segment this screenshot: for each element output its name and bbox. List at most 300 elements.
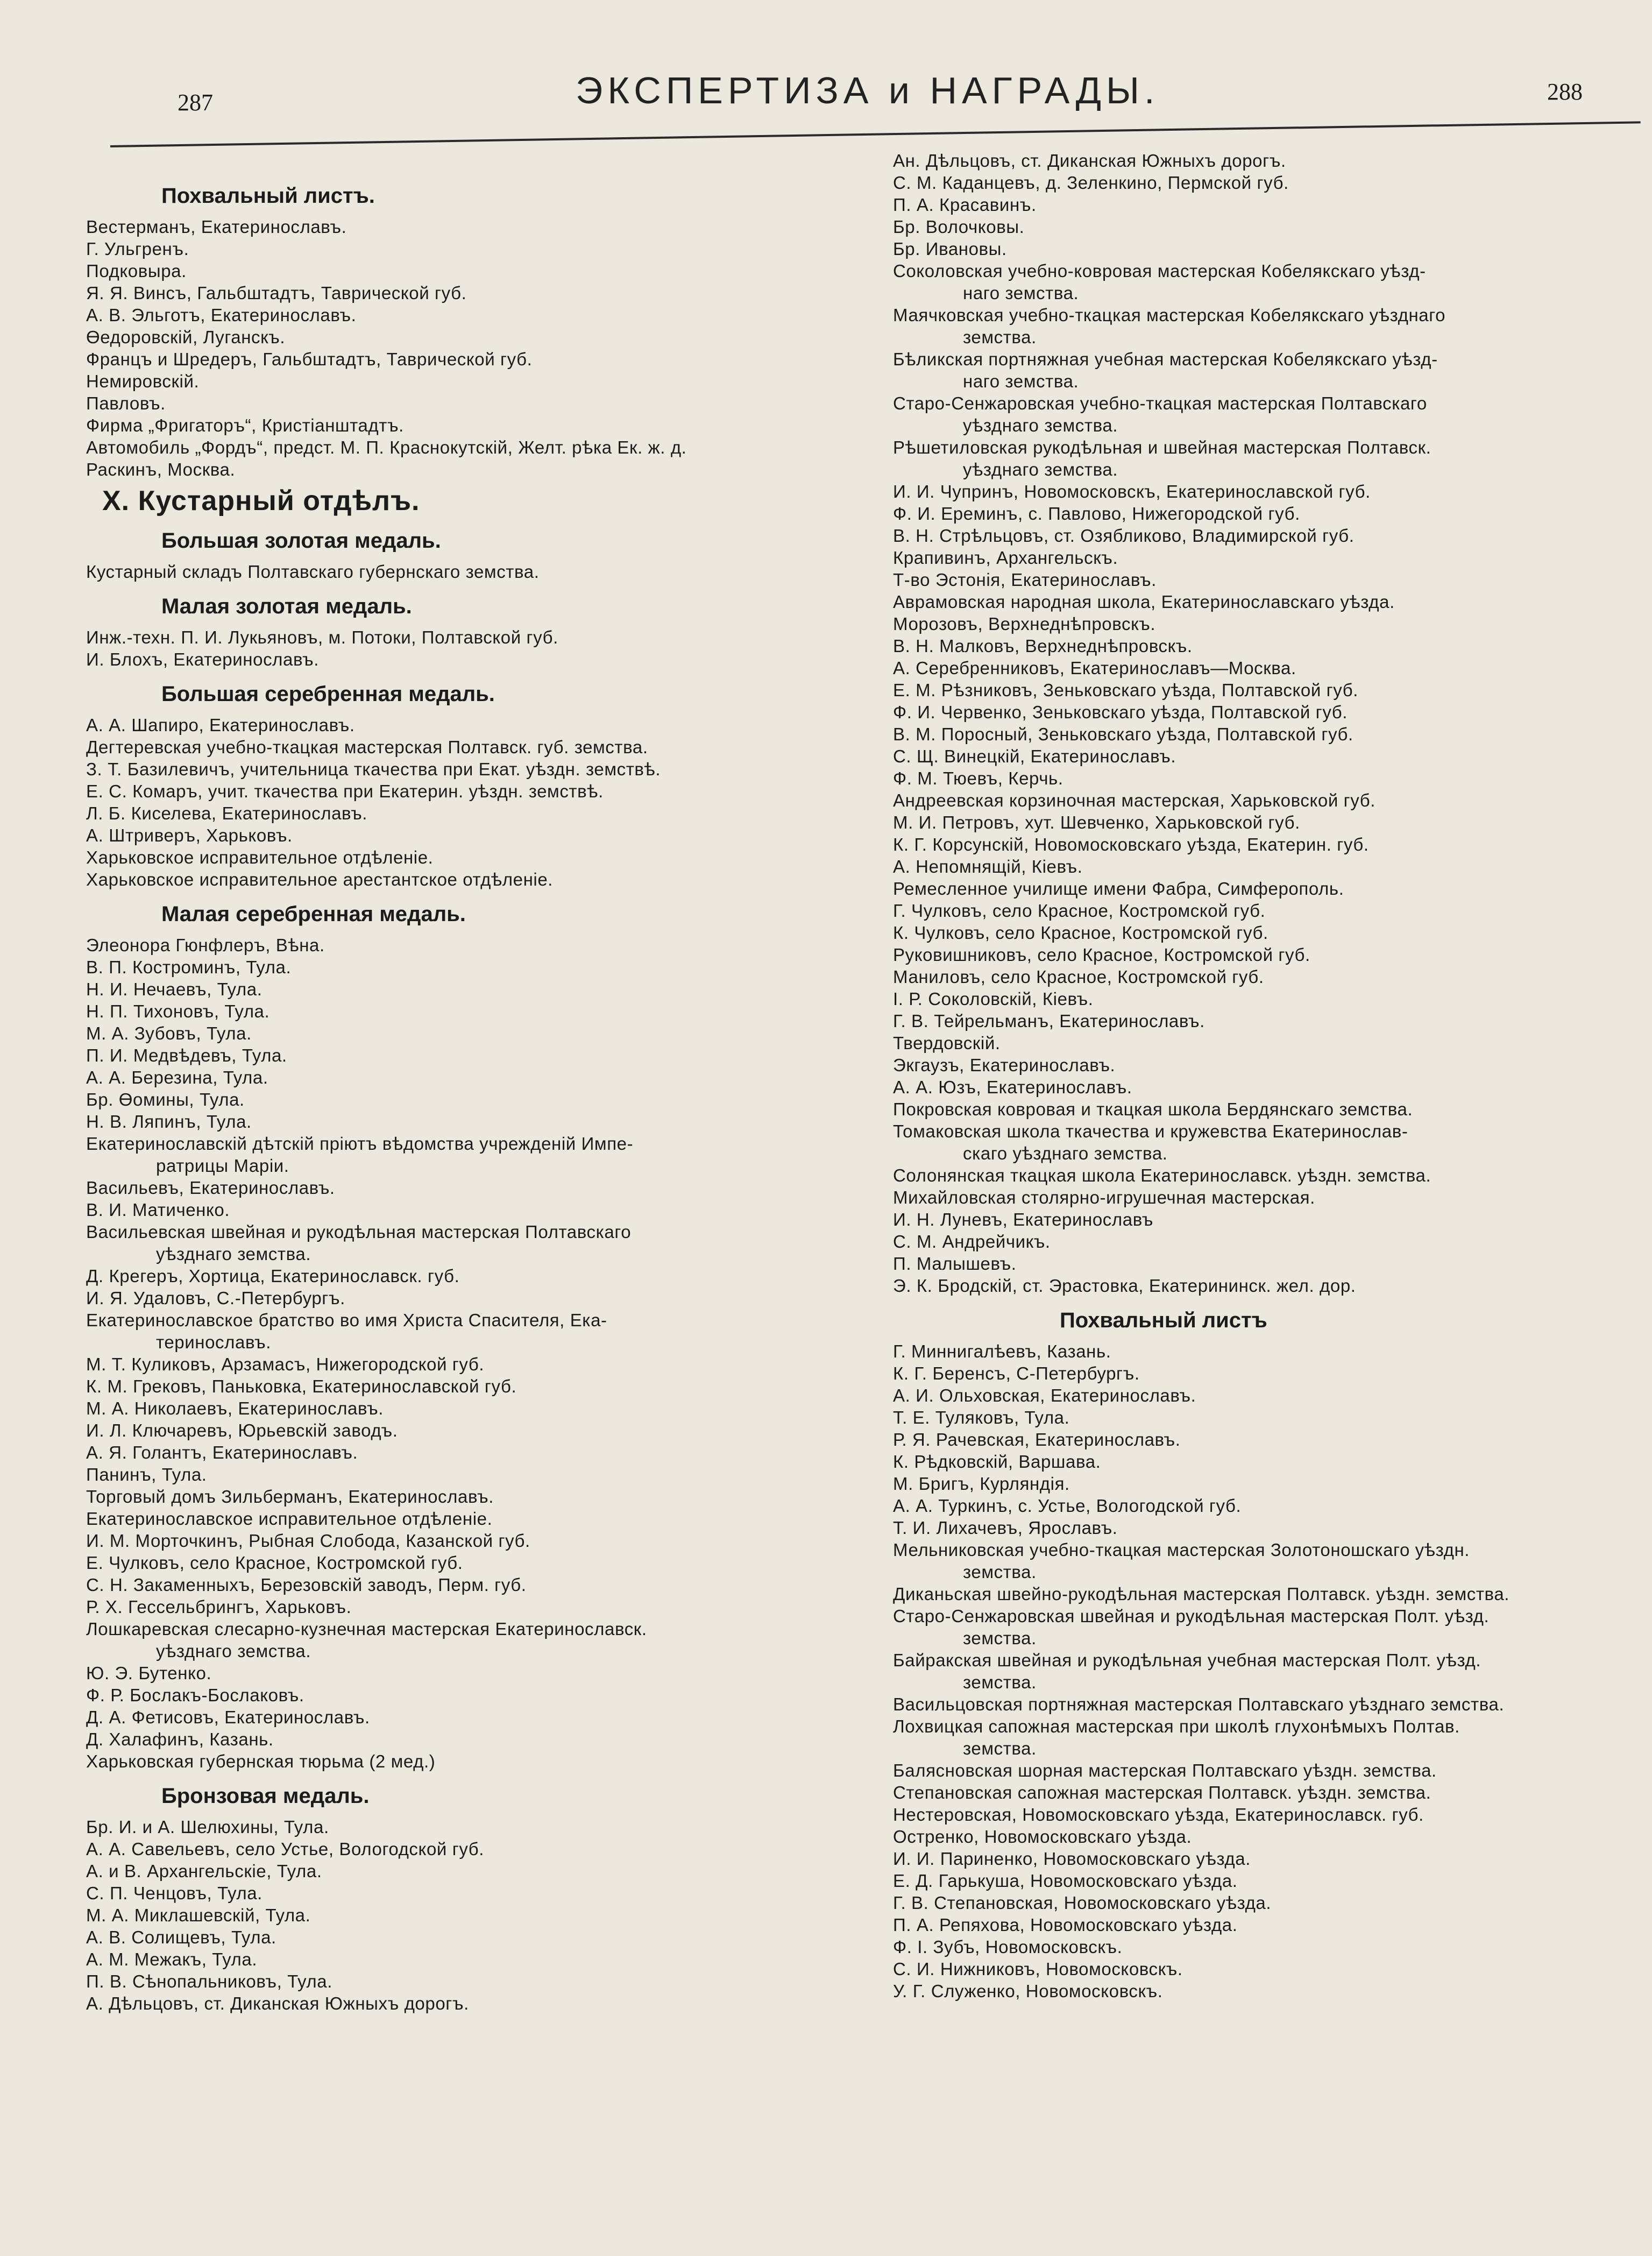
entry-text: Л. Б. Киселева, Екатеринославъ.	[86, 803, 368, 823]
award-entry	[86, 1684, 866, 1706]
entry-text: М. А. Миклашевскій, Тула.	[86, 1905, 311, 1925]
award-entry	[86, 370, 866, 392]
award-entry	[86, 561, 866, 583]
award-entry	[893, 1517, 1608, 1539]
entry-text: Е. Чулковъ, село Красное, Костромской губ.	[86, 1553, 463, 1573]
award-entry	[893, 1384, 1608, 1406]
award-entry	[86, 1706, 866, 1728]
entry-text: Немировскій.	[86, 371, 200, 391]
award-entry	[86, 436, 866, 458]
entry-text: Байракская швейная и рукодѣльная учебная мастерская Полт. уѣзд.	[893, 1650, 1481, 1670]
award-entry	[86, 1221, 866, 1265]
entry-text: Т. Е. Туляковъ, Тула.	[893, 1408, 1070, 1427]
entry-text: Павловъ.	[86, 393, 166, 413]
entry-text: Р. Я. Рачевская, Екатеринославъ.	[893, 1430, 1181, 1449]
entry-text: Вестерманъ, Екатеринославъ.	[86, 217, 347, 237]
award-entry	[86, 1287, 866, 1309]
award-entry	[86, 1177, 866, 1199]
entry-text: Васильевская швейная и рукодѣльная мастерская Полтавскаго	[86, 1222, 632, 1242]
entry-text: Балясновская шорная мастерская Полтавскаго уѣздн. земства.	[893, 1760, 1437, 1780]
entry-text: Екатеринославское исправительное отдѣленіе.	[86, 1509, 493, 1529]
award-heading: Бронзовая медаль.	[161, 1784, 370, 1808]
entry-text: Францъ и Шредеръ, Гальбштадтъ, Таврической губ.	[86, 349, 533, 369]
award-entry	[893, 1076, 1608, 1098]
award-entry	[86, 648, 866, 670]
entry-text: М. А. Николаевъ, Екатеринославъ.	[86, 1398, 384, 1418]
entry-text: Михайловская столярно-игрушечная мастерская.	[893, 1187, 1315, 1207]
award-entry	[86, 824, 866, 846]
entry-text: К. Рѣдковскій, Варшава.	[893, 1452, 1101, 1472]
entry-text: Г. В. Степановская, Новомосковскаго уѣзда.	[893, 1893, 1272, 1913]
award-entry	[86, 1882, 866, 1904]
award-entry	[893, 1826, 1608, 1848]
award-heading: Похвальный листъ.	[161, 184, 375, 208]
award-entry	[86, 282, 866, 304]
entry-text: Рѣшетиловская рукодѣльная и швейная мастерская Полтавск.	[893, 437, 1431, 457]
award-entry	[893, 304, 1608, 348]
award-entry	[86, 1728, 866, 1750]
entry-text: А. и В. Архангельскіе, Тула.	[86, 1861, 322, 1881]
entry-text: Кустарный складъ Полтавскаго губернскаго земства.	[86, 562, 540, 582]
entry-text: А. М. Межакъ, Тула.	[86, 1949, 258, 1969]
entry-text: Бѣликская портняжная учебная мастерская Кобелякскаго уѣзд-	[893, 349, 1438, 369]
award-entry	[86, 1419, 866, 1441]
entry-continuation: наго земства.	[963, 283, 1079, 303]
award-heading: Похвальный листъ	[1060, 1309, 1267, 1332]
entry-text: С. П. Ченцовъ, Тула.	[86, 1883, 263, 1903]
award-entry	[893, 745, 1608, 767]
entry-text: Т. И. Лихачевъ, Ярославъ.	[893, 1518, 1118, 1538]
entry-text: Г. Чулковъ, село Красное, Костромской губ.	[893, 901, 1266, 921]
award-entry	[86, 1111, 866, 1133]
award-entry	[86, 1926, 866, 1948]
award-entry	[893, 1848, 1608, 1870]
award-entry	[86, 260, 866, 282]
award-heading: Малая серебренная медаль.	[161, 902, 466, 926]
award-entry	[893, 1781, 1608, 1804]
entry-text: Торговый домъ Зильберманъ, Екатеринославъ.	[86, 1487, 494, 1507]
award-entry	[893, 988, 1608, 1010]
entry-text: Д. А. Фетисовъ, Екатеринославъ.	[86, 1707, 370, 1727]
award-entry	[893, 238, 1608, 260]
award-entry	[86, 1838, 866, 1860]
award-entry	[893, 150, 1608, 172]
award-entry	[893, 436, 1608, 480]
entry-text: У. Г. Служенко, Новомосковскъ.	[893, 1981, 1163, 2001]
section-heading: X. Кустарный отдѣлъ.	[102, 485, 420, 517]
entry-text: П. В. Сѣнопальниковъ, Тула.	[86, 1971, 332, 1991]
entry-text: Нестеровская, Новомосковскаго уѣзда, Екатеринославск. губ.	[893, 1805, 1424, 1824]
entry-text: Покровская ковровая и ткацкая школа Бердянскаго земства.	[893, 1099, 1413, 1119]
entry-text: А. А. Савельевъ, село Устье, Вологодской губ.	[86, 1839, 485, 1859]
entry-text: Соколовская учебно-ковровая мастерская Кобелякскаго уѣзд-	[893, 261, 1426, 281]
entry-text: Панинъ, Тула.	[86, 1465, 207, 1484]
award-entry	[893, 1253, 1608, 1275]
entry-text: В. М. Поросный, Зеньковскаго уѣзда, Полтавской губ.	[893, 724, 1353, 744]
entry-text: Инж.-техн. П. И. Лукьяновъ, м. Потоки, Полтавской губ.	[86, 627, 558, 647]
header-rule	[110, 121, 1641, 147]
award-entry	[893, 1892, 1608, 1914]
entry-continuation: наго земства.	[963, 371, 1079, 391]
entry-continuation: скаго уѣзднаго земства.	[963, 1143, 1168, 1163]
award-entry	[86, 1508, 866, 1530]
award-entry	[893, 1605, 1608, 1649]
award-entry	[893, 569, 1608, 591]
entry-text: Харьковская губернская тюрьма (2 мед.)	[86, 1751, 436, 1771]
award-entry	[893, 613, 1608, 635]
award-entry	[86, 1750, 866, 1772]
entry-text: М. А. Зубовъ, Тула.	[86, 1023, 252, 1043]
award-entry	[893, 1693, 1608, 1715]
entry-text: В. Н. Стрѣльцовъ, ст. Озябликово, Владимирской губ.	[893, 526, 1355, 546]
award-entry	[86, 1133, 866, 1177]
award-entry	[86, 414, 866, 436]
entry-text: Автомобиль „Фордъ“, предст. М. П. Краснокутскій, Желт. рѣка Ек. ж. д.	[86, 437, 687, 457]
award-entry	[86, 1618, 866, 1662]
entry-text: Д. Крегеръ, Хортица, Екатеринославск. губ.	[86, 1266, 460, 1286]
award-entry	[86, 1000, 866, 1022]
award-entry	[893, 480, 1608, 503]
entry-text: И. И. Париненко, Новомосковскаго уѣзда.	[893, 1849, 1251, 1869]
entry-text: А. В. Эльготъ, Екатеринославъ.	[86, 305, 357, 325]
award-entry	[86, 1574, 866, 1596]
award-entry	[893, 348, 1608, 392]
entry-continuation: уѣзднаго земства.	[963, 415, 1118, 435]
entry-continuation: земства.	[963, 1672, 1037, 1692]
award-heading: Большая серебренная медаль.	[161, 682, 495, 706]
award-entry	[893, 1804, 1608, 1826]
entry-text: В. Н. Малковъ, Верхнеднѣпровскъ.	[893, 636, 1193, 656]
entry-text: Екатеринославскій дѣтскій пріютъ вѣдомства учрежденій Импе-	[86, 1134, 634, 1154]
award-entry	[86, 392, 866, 414]
award-entry	[893, 1958, 1608, 1980]
award-entry	[86, 1397, 866, 1419]
entry-text: Васильевъ, Екатеринославъ.	[86, 1178, 335, 1198]
award-entry	[86, 1992, 866, 2014]
award-entry	[86, 1552, 866, 1574]
award-entry	[893, 1010, 1608, 1032]
award-entry	[893, 503, 1608, 525]
award-entry	[893, 1164, 1608, 1186]
award-entry	[86, 736, 866, 758]
entry-text: Морозовъ, Верхнеднѣпровскъ.	[893, 614, 1156, 634]
award-entry	[893, 1980, 1608, 2002]
award-entry	[893, 922, 1608, 944]
award-entry	[893, 900, 1608, 922]
award-entry	[893, 392, 1608, 436]
entry-text: В. И. Матиченко.	[86, 1200, 230, 1220]
entry-text: Ф. М. Тюевъ, Керчь.	[893, 768, 1063, 788]
entry-text: Солонянская ткацкая школа Екатеринославск. уѣздн. земства.	[893, 1165, 1431, 1185]
entry-text: Ф. Р. Бослакъ-Бослаковъ.	[86, 1685, 304, 1705]
award-entry	[893, 878, 1608, 900]
entry-text: Маниловъ, село Красное, Костромской губ.	[893, 967, 1264, 987]
award-entry	[893, 944, 1608, 966]
entry-text: Андреевская корзиночная мастерская, Харьковской губ.	[893, 790, 1376, 810]
entry-text: Раскинъ, Москва.	[86, 459, 236, 479]
entry-text: Екатеринославское братство во имя Христа Спасителя, Ека-	[86, 1310, 607, 1330]
entry-text: И. Л. Ключаревъ, Юрьевскій заводъ.	[86, 1420, 398, 1440]
award-entry	[86, 216, 866, 238]
entry-text: И. Н. Луневъ, Екатеринославъ	[893, 1210, 1153, 1229]
entry-text: Я. Я. Винсъ, Гальбштадтъ, Таврической губ.	[86, 283, 467, 303]
entry-text: Өедоровскій, Луганскъ.	[86, 327, 286, 347]
award-entry	[893, 1715, 1608, 1759]
entry-text: М. Бригъ, Курляндія.	[893, 1474, 1070, 1494]
entry-text: Бр. Өомины, Тула.	[86, 1090, 245, 1109]
entry-continuation: земства.	[963, 327, 1037, 347]
entry-text: К. М. Грековъ, Паньковка, Екатеринославской губ.	[86, 1376, 517, 1396]
award-entry	[893, 591, 1608, 613]
entry-text: Мельниковская учебно-ткацкая мастерская Золотоношскаго уѣздн.	[893, 1540, 1470, 1560]
award-entry	[893, 1473, 1608, 1495]
award-entry	[893, 657, 1608, 679]
award-entry	[86, 1044, 866, 1066]
entry-text: Н. И. Нечаевъ, Тула.	[86, 979, 263, 999]
entry-text: Экгаузъ, Екатеринославъ.	[893, 1055, 1116, 1075]
award-entry	[893, 635, 1608, 657]
award-entry	[86, 1309, 866, 1353]
award-entry	[893, 1208, 1608, 1230]
award-entry	[86, 1530, 866, 1552]
award-entry	[893, 1340, 1608, 1362]
award-entry	[86, 934, 866, 956]
page-number-right: 288	[1547, 79, 1583, 105]
entry-text: К. Г. Беренсъ, С-Петербургъ.	[893, 1363, 1140, 1383]
entry-text: Д. Халафинъ, Казань.	[86, 1729, 274, 1749]
award-entry	[893, 1759, 1608, 1781]
award-entry	[893, 1054, 1608, 1076]
award-entry	[893, 172, 1608, 194]
entry-text: Ф. И. Ереминъ, с. Павлово, Нижегородской губ.	[893, 504, 1300, 524]
award-entry	[86, 1970, 866, 1992]
entry-text: Ф. І. Зубъ, Новомосковскъ.	[893, 1937, 1123, 1957]
entry-text: Ан. Дѣльцовъ, ст. Диканская Южныхъ дорогъ.	[893, 151, 1286, 171]
entry-text: Твердовскій.	[893, 1033, 1001, 1053]
award-entry	[86, 348, 866, 370]
award-entry	[893, 679, 1608, 701]
award-entry	[893, 811, 1608, 833]
entry-text: Васильцовская портняжная мастерская Полтавскаго уѣзднаго земства.	[893, 1694, 1505, 1714]
entry-text: Крапивинъ, Архангельскъ.	[893, 548, 1118, 568]
award-entry	[86, 978, 866, 1000]
entry-text: А. А. Юзъ, Екатеринославъ.	[893, 1077, 1132, 1097]
award-entry	[86, 714, 866, 736]
page-number-left: 287	[178, 89, 213, 116]
award-entry	[893, 216, 1608, 238]
award-entry	[893, 547, 1608, 569]
entry-continuation: уѣзднаго земства.	[963, 459, 1118, 479]
entry-text: Э. К. Бродскій, ст. Эрастовка, Екатерининск. жел. дор.	[893, 1276, 1356, 1296]
award-entry	[893, 1914, 1608, 1936]
award-entry	[86, 1199, 866, 1221]
entry-continuation: земства.	[963, 1738, 1037, 1758]
award-entry	[86, 1948, 866, 1970]
award-entry	[86, 1816, 866, 1838]
entry-text: Подковыра.	[86, 261, 187, 281]
award-heading: Малая золотая медаль.	[161, 595, 412, 618]
entry-text: И. Блохъ, Екатеринославъ.	[86, 649, 320, 669]
entry-text: К. Чулковъ, село Красное, Костромской губ.	[893, 923, 1268, 943]
entry-text: Г. Ульгренъ.	[86, 239, 189, 259]
award-entry	[893, 1428, 1608, 1451]
entry-text: Старо-Сенжаровская швейная и рукодѣльная мастерская Полт. уѣзд.	[893, 1606, 1490, 1626]
award-entry	[86, 1904, 866, 1926]
award-entry	[86, 802, 866, 824]
entry-text: Р. Х. Гессельбрингъ, Харьковъ.	[86, 1597, 352, 1617]
award-entry	[893, 1230, 1608, 1253]
award-entry	[86, 326, 866, 348]
award-entry	[86, 1463, 866, 1486]
award-entry	[86, 1066, 866, 1088]
entry-text: А. Серебренниковъ, Екатеринославъ—Москва.	[893, 658, 1296, 678]
entry-text: Фирма „Фригаторъ“, Кристіанштадтъ.	[86, 415, 404, 435]
award-entry	[86, 1441, 866, 1463]
entry-continuation: земства.	[963, 1628, 1037, 1648]
entry-text: А. Дѣльцовъ, ст. Диканская Южныхъ дорогъ.	[86, 1993, 469, 2013]
entry-text: Руковишниковъ, село Красное, Костромской губ.	[893, 945, 1310, 965]
award-entry	[893, 1275, 1608, 1297]
running-title: ЭКСПЕРТИЗА и НАГРАДЫ.	[576, 69, 1160, 111]
entry-continuation: уѣзднаго земства.	[156, 1244, 311, 1264]
entry-text: М. И. Петровъ, хут. Шевченко, Харьковской губ.	[893, 812, 1300, 832]
entry-text: Харьковское исправительное отдѣленіе.	[86, 847, 434, 867]
award-entry	[86, 1486, 866, 1508]
award-entry	[86, 780, 866, 802]
entry-text: И. Я. Удаловъ, С.-Петербургъ.	[86, 1288, 345, 1308]
entry-text: Харьковское исправительное арестантское отдѣленіе.	[86, 869, 554, 889]
entry-text: И. И. Чупринъ, Новомосковскъ, Екатеринославской губ.	[893, 482, 1371, 501]
entry-text: Бр. И. и А. Шелюхины, Тула.	[86, 1817, 329, 1837]
award-entry	[893, 1120, 1608, 1164]
award-entry	[86, 238, 866, 260]
entry-text: Томаковская школа ткачества и кружевства Екатеринослав-	[893, 1121, 1408, 1141]
entry-text: А. Непомнящій, Кіевъ.	[893, 857, 1083, 876]
entry-text: Г. В. Тейрельманъ, Екатеринославъ.	[893, 1011, 1205, 1031]
award-entry	[893, 1098, 1608, 1120]
award-entry	[86, 758, 866, 780]
award-entry	[86, 1662, 866, 1684]
entry-text: С. Щ. Винецкій, Екатеринославъ.	[893, 746, 1176, 766]
award-entry	[893, 525, 1608, 547]
entry-text: Ю. Э. Бутенко.	[86, 1663, 212, 1683]
entry-text: Маячковская учебно-ткацкая мастерская Кобелякскаго уѣзднаго	[893, 305, 1446, 325]
entry-text: В. П. Костроминъ, Тула.	[86, 957, 292, 977]
award-heading: Большая золотая медаль.	[161, 529, 441, 553]
award-entry	[893, 966, 1608, 988]
award-entry	[893, 855, 1608, 878]
entry-text: П. А. Красавинъ.	[893, 195, 1037, 215]
award-entry	[86, 1088, 866, 1111]
entry-text: И. М. Морточкинъ, Рыбная Слобода, Казанской губ.	[86, 1531, 530, 1551]
entry-text: Дегтеревская учебно-ткацкая мастерская Полтавск. губ. земства.	[86, 737, 648, 757]
award-entry	[893, 1186, 1608, 1208]
entry-continuation: уѣзднаго земства.	[156, 1641, 311, 1661]
entry-text: Степановская сапожная мастерская Полтавск. уѣздн. земства.	[893, 1783, 1431, 1802]
award-entry	[86, 458, 866, 480]
award-entry	[893, 1451, 1608, 1473]
entry-text: А. Я. Голантъ, Екатеринославъ.	[86, 1442, 358, 1462]
award-entry	[893, 1870, 1608, 1892]
entry-text: С. И. Нижниковъ, Новомосковскъ.	[893, 1959, 1183, 1979]
entry-continuation: ратрицы Маріи.	[156, 1156, 289, 1176]
award-entry	[893, 833, 1608, 855]
entry-text: Лошкаревская слесарно-кузнечная мастерская Екатеринославск.	[86, 1619, 647, 1639]
entry-text: Е. С. Комаръ, учит. ткачества при Екатерин. уѣздн. земствѣ.	[86, 781, 604, 801]
award-entry	[86, 304, 866, 326]
entry-text: Элеонора Гюнфлеръ, Вѣна.	[86, 935, 325, 955]
award-entry	[86, 1596, 866, 1618]
entry-text: Е. М. Рѣзниковъ, Зеньковскаго уѣзда, Полтавской губ.	[893, 680, 1358, 700]
award-entry	[893, 1495, 1608, 1517]
entry-text: С. М. Андрейчикъ.	[893, 1232, 1051, 1251]
award-entry	[893, 1032, 1608, 1054]
entry-text: А. Штриверъ, Харьковъ.	[86, 825, 293, 845]
entry-text: А. А. Березина, Тула.	[86, 1067, 268, 1087]
entry-text: С. М. Каданцевъ, д. Зеленкино, Пермской губ.	[893, 173, 1289, 193]
entry-text: П. Малышевъ.	[893, 1254, 1017, 1274]
award-entry	[86, 1353, 866, 1375]
entry-text: К. Г. Корсунскій, Новомосковскаго уѣзда, Екатерин. губ.	[893, 834, 1369, 854]
award-entry	[893, 1583, 1608, 1605]
entry-text: Бр. Ивановы.	[893, 239, 1007, 259]
entry-text: Остренко, Новомосковскаго уѣзда.	[893, 1827, 1192, 1847]
award-entry	[893, 723, 1608, 745]
award-entry	[893, 194, 1608, 216]
left-column	[86, 172, 866, 2014]
entry-text: Лохвицкая сапожная мастерская при школѣ глухонѣмыхъ Полтав.	[893, 1716, 1460, 1736]
entry-text: Аврамовская народная школа, Екатеринославскаго уѣзда.	[893, 592, 1395, 612]
award-entry	[86, 1375, 866, 1397]
award-entry	[86, 626, 866, 648]
award-entry	[86, 1265, 866, 1287]
award-entry	[893, 1649, 1608, 1693]
award-entry	[893, 260, 1608, 304]
entry-text: С. Н. Закаменныхъ, Березовскій заводъ, Перм. губ.	[86, 1575, 527, 1595]
award-entry	[893, 1362, 1608, 1384]
entry-continuation: земства.	[963, 1562, 1037, 1582]
right-column	[893, 150, 1608, 2002]
award-entry	[86, 956, 866, 978]
entry-text: Н. В. Ляпинъ, Тула.	[86, 1112, 252, 1131]
entry-text: А. А. Шапиро, Екатеринославъ.	[86, 715, 355, 735]
award-entry	[86, 868, 866, 890]
entry-text: Н. П. Тихоновъ, Тула.	[86, 1001, 270, 1021]
award-entry	[893, 701, 1608, 723]
entry-text: П. А. Репяхова, Новомосковскаго уѣзда.	[893, 1915, 1238, 1935]
award-entry	[893, 767, 1608, 789]
award-entry	[893, 1539, 1608, 1583]
entry-continuation: теринославъ.	[156, 1332, 271, 1352]
entry-text: Ремесленное училище имени Фабра, Симферополь.	[893, 879, 1344, 899]
entry-text: А. А. Туркинъ, с. Устье, Вологодской губ.	[893, 1496, 1242, 1516]
entry-text: А. И. Ольховская, Екатеринославъ.	[893, 1385, 1196, 1405]
entry-text: Диканьская швейно-рукодѣльная мастерская Полтавск. уѣздн. земства.	[893, 1584, 1510, 1604]
entry-text: Т-во Эстонія, Екатеринославъ.	[893, 570, 1157, 590]
entry-text: М. Т. Куликовъ, Арзамасъ, Нижегородской губ.	[86, 1354, 485, 1374]
award-entry	[893, 1936, 1608, 1958]
entry-text: П. И. Медвѣдевъ, Тула.	[86, 1045, 287, 1065]
award-entry	[86, 1860, 866, 1882]
award-entry	[86, 846, 866, 868]
entry-text: І. Р. Соколовскій, Кіевъ.	[893, 989, 1094, 1009]
entry-text: А. В. Солищевъ, Тула.	[86, 1927, 276, 1947]
award-entry	[86, 1022, 866, 1044]
entry-text: З. Т. Базилевичъ, учительница ткачества при Екат. уѣздн. земствѣ.	[86, 759, 661, 779]
entry-text: Г. Миннигалѣевъ, Казань.	[893, 1341, 1111, 1361]
entry-text: Старо-Сенжаровская учебно-ткацкая мастерская Полтавскаго	[893, 393, 1427, 413]
entry-text: Е. Д. Гарькуша, Новомосковскаго уѣзда.	[893, 1871, 1238, 1891]
